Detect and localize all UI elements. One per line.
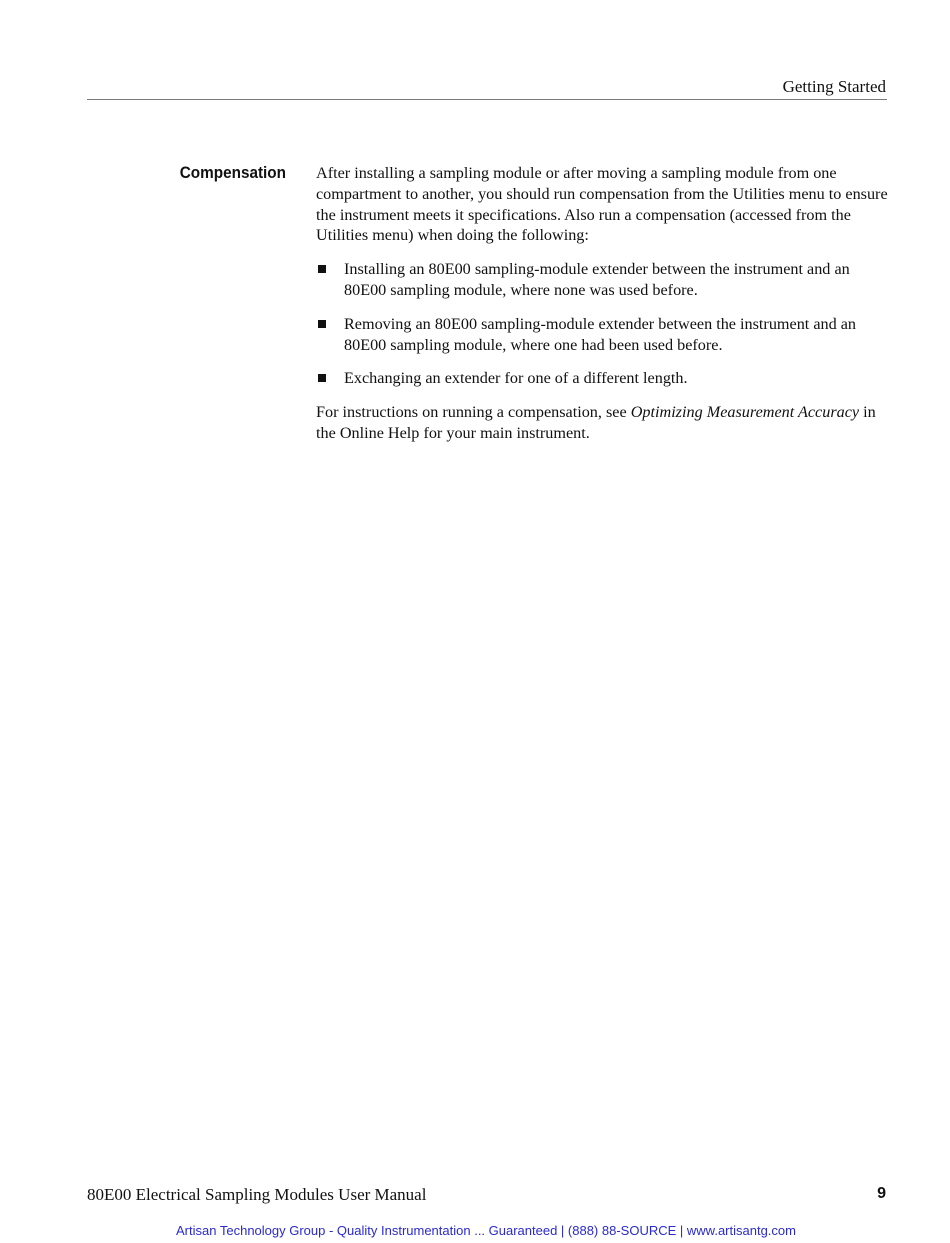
dealer-footer-line: Artisan Technology Group - Quality Instrumentation ... Guaranteed | (888) 88-SOURCE | www.artisantg.com bbox=[176, 1223, 796, 1238]
closing-text-before: For instructions on running a compensation, see bbox=[316, 403, 631, 422]
list-item-text: Exchanging an extender for one of a different length. bbox=[344, 369, 688, 388]
section-heading: Compensation bbox=[179, 163, 286, 182]
square-bullet-icon bbox=[318, 265, 326, 273]
list-item bbox=[316, 314, 896, 356]
footer-manual-title: 80E00 Electrical Sampling Modules User Manual bbox=[87, 1185, 427, 1204]
list-item-text: Removing an 80E00 sampling-module extender between the instrument and an 80E00 sampling module, where one had been used before. bbox=[344, 314, 857, 354]
header-title: Getting Started bbox=[782, 77, 886, 96]
bullet-list bbox=[316, 259, 896, 389]
page-number: 9 bbox=[877, 1185, 886, 1202]
closing-paragraph bbox=[316, 402, 896, 444]
list-item bbox=[316, 368, 896, 389]
list-item-text: Installing an 80E00 sampling-module extender between the instrument and an 80E00 sampling module, where none was used before. bbox=[344, 260, 850, 299]
list-item bbox=[316, 259, 896, 301]
closing-reference-title: Optimizing Measurement Accuracy bbox=[630, 403, 860, 422]
body-column bbox=[316, 163, 896, 444]
square-bullet-icon bbox=[318, 374, 326, 382]
running-header bbox=[87, 76, 887, 100]
closing-text-after: in the Online Help for your main instrument. bbox=[316, 403, 876, 442]
square-bullet-icon bbox=[318, 320, 326, 328]
intro-paragraph: After installing a sampling module or after moving a sampling module from one compartment to another, you should run compensation from the Utilities menu to ensure the instrument meets it specifications. Also run a compensation (accessed from the Utilities menu) when doing the following: bbox=[316, 164, 888, 245]
